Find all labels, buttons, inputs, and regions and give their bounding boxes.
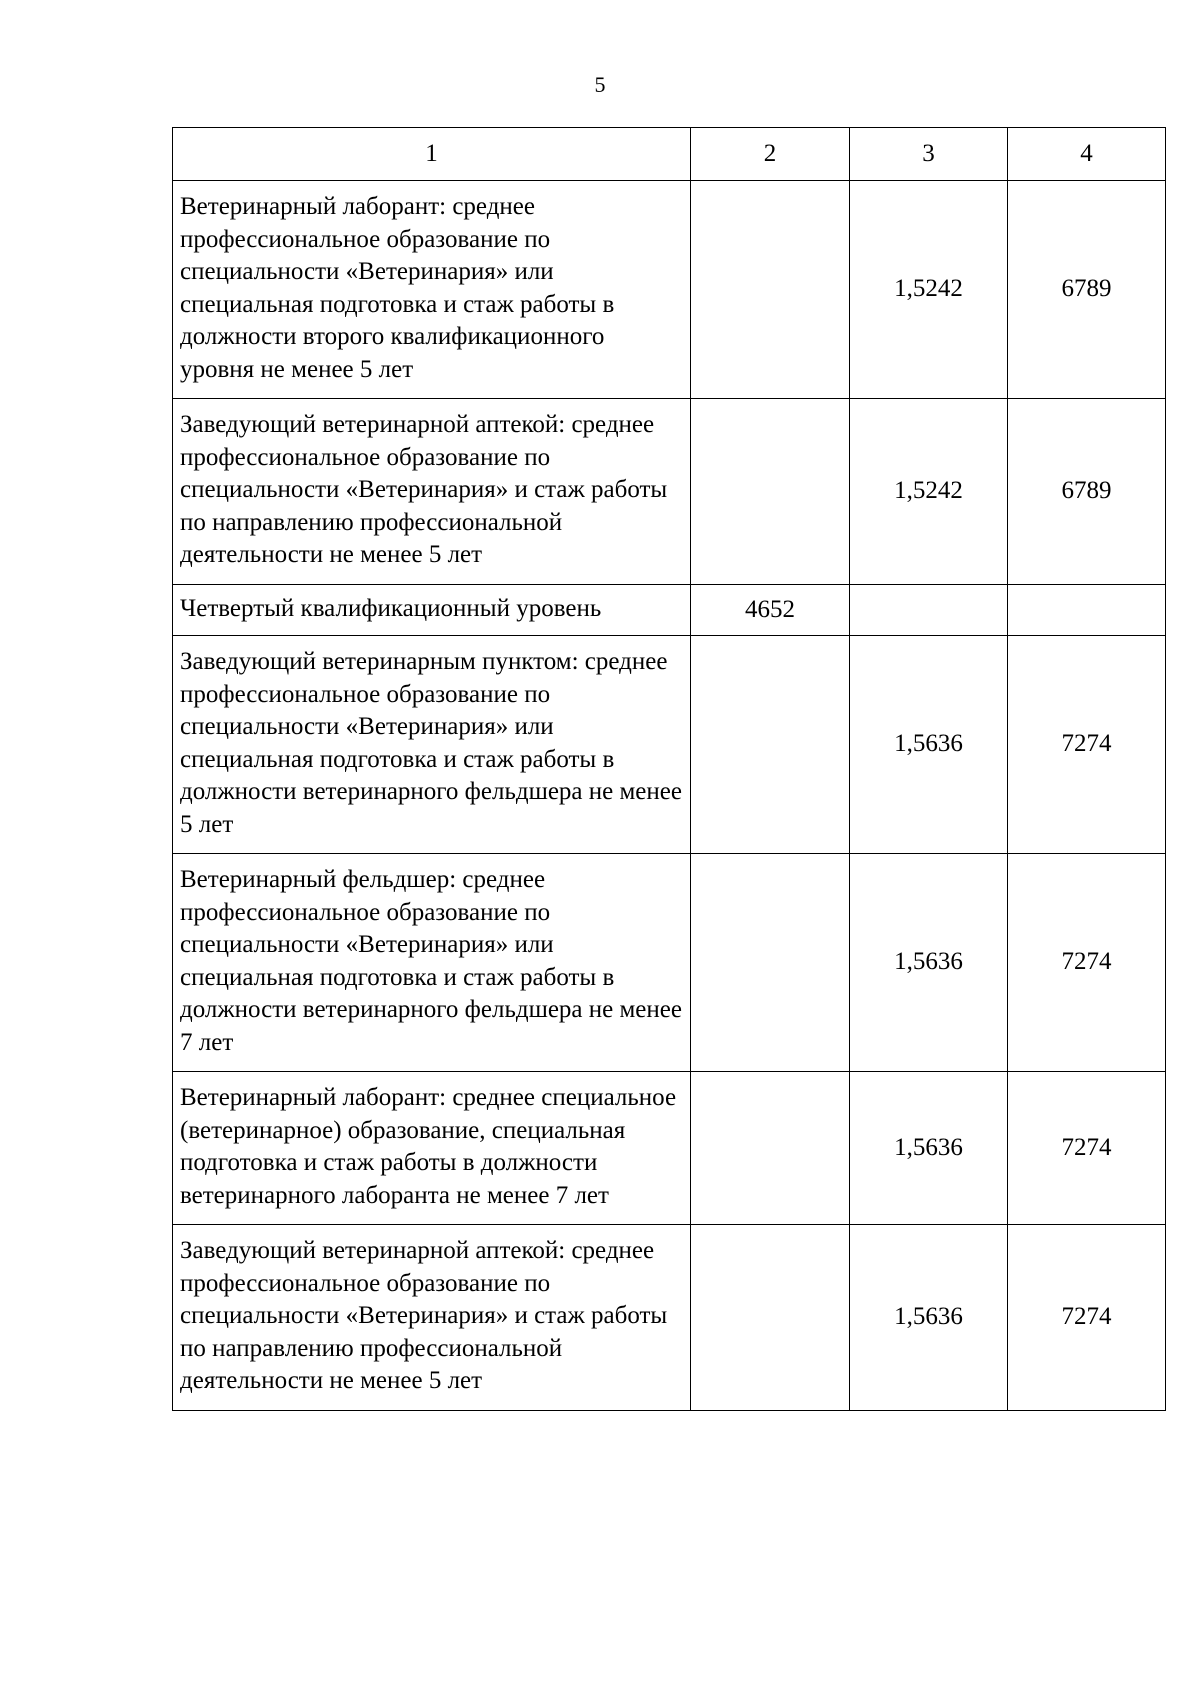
table-row — [173, 181, 1166, 399]
header-cell-4: 4 — [1008, 128, 1166, 181]
base-salary-cell: 4652 — [691, 584, 850, 636]
salary-cell: 6789 — [1008, 399, 1166, 585]
base-salary-cell — [691, 1225, 850, 1411]
position-description: Ветеринарный лаборант: среднее специальное (ветеринарное) образование, специальная подготовка и стаж работы в должности ветеринарного лаборанта не менее 7 лет — [173, 1072, 691, 1225]
table-header-row — [173, 128, 1166, 181]
coefficient-cell: 1,5242 — [850, 181, 1008, 399]
position-description: Заведующий ветеринарной аптекой: среднее профессиональное образование по специальности «Ветеринария» и стаж работы по направлению профессиональной деятельности не менее 5 лет — [173, 1225, 691, 1411]
salary-cell: 7274 — [1008, 636, 1166, 854]
base-salary-cell — [691, 636, 850, 854]
position-description: Ветеринарный лаборант: среднее профессиональное образование по специальности «Ветеринария» или специальная подготовка и стаж работы в должности второго квалификационного уровня не менее 5 лет — [173, 181, 691, 399]
coefficient-cell: 1,5636 — [850, 1225, 1008, 1411]
page-number: 5 — [594, 72, 606, 97]
coefficient-cell: 1,5636 — [850, 854, 1008, 1072]
position-description: Заведующий ветеринарной аптекой: среднее профессиональное образование по специальности «Ветеринария» и стаж работы по направлению профессиональной деятельности не менее 5 лет — [173, 399, 691, 585]
salary-cell — [1008, 584, 1166, 636]
base-salary-cell — [691, 181, 850, 399]
table-row — [173, 854, 1166, 1072]
coefficient-cell: 1,5242 — [850, 399, 1008, 585]
table-row — [173, 1072, 1166, 1225]
coefficient-cell: 1,5636 — [850, 636, 1008, 854]
header-cell-2: 2 — [691, 128, 850, 181]
salary-cell: 6789 — [1008, 181, 1166, 399]
salary-table — [172, 127, 1166, 1411]
base-salary-cell — [691, 1072, 850, 1225]
qualification-level-row — [173, 584, 1166, 636]
base-salary-cell — [691, 399, 850, 585]
position-description: Ветеринарный фельдшер: среднее профессиональное образование по специальности «Ветеринария» или специальная подготовка и стаж работы в должности ветеринарного фельдшера не менее 7 лет — [173, 854, 691, 1072]
salary-cell: 7274 — [1008, 854, 1166, 1072]
header-cell-3: 3 — [850, 128, 1008, 181]
qualification-level-label: Четвертый квалификационный уровень — [173, 584, 691, 636]
header-cell-1: 1 — [173, 128, 691, 181]
position-description: Заведующий ветеринарным пунктом: среднее профессиональное образование по специальности «Ветеринария» или специальная подготовка и стаж работы в должности ветеринарного фельдшера не менее 5 лет — [173, 636, 691, 854]
table-row — [173, 636, 1166, 854]
coefficient-cell — [850, 584, 1008, 636]
salary-cell: 7274 — [1008, 1072, 1166, 1225]
table-row — [173, 399, 1166, 585]
base-salary-cell — [691, 854, 850, 1072]
coefficient-cell: 1,5636 — [850, 1072, 1008, 1225]
salary-cell: 7274 — [1008, 1225, 1166, 1411]
table-row — [173, 1225, 1166, 1411]
